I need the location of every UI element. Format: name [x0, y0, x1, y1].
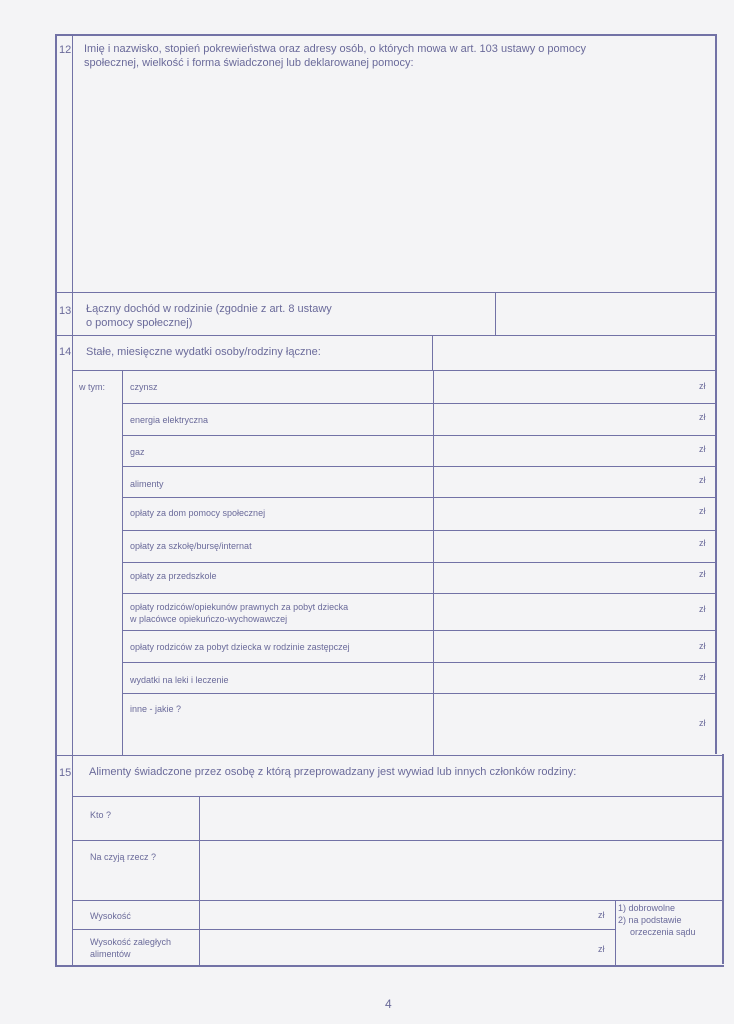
- q15-arrears-label-line1: Wysokość zaległych: [90, 937, 171, 947]
- q14-w-tym-label: w tym:: [79, 382, 105, 392]
- q13-number: 13: [59, 305, 72, 317]
- expense-input-electricity[interactable]: [436, 406, 712, 433]
- currency-label-gas: zł: [699, 444, 706, 454]
- q15-option-voluntary[interactable]: 1) dobrowolne: [618, 903, 676, 913]
- expense-input-gas[interactable]: [436, 438, 712, 464]
- expense-label-care-facility-line2: w placówce opiekuńczo-wychowawczej: [130, 614, 288, 624]
- q15-amount-input[interactable]: [202, 903, 592, 927]
- q12-answer-field[interactable]: [76, 78, 712, 290]
- expense-label-electricity: energia elektryczna: [130, 415, 209, 425]
- currency-label-care-home: zł: [699, 506, 706, 516]
- expense-label-kindergarten: opłaty za przedszkole: [130, 571, 217, 581]
- expense-input-rent[interactable]: [436, 373, 712, 401]
- q13-income-field[interactable]: [498, 295, 712, 333]
- q14-number: 14: [59, 346, 72, 358]
- q15-arrears-label-line2: alimentów: [90, 949, 131, 959]
- currency-label-other: zł: [699, 718, 706, 728]
- expense-label-care-facility-line1: opłaty rodziców/opiekunów prawnych za pobyt dziecka: [130, 602, 349, 612]
- expense-input-care-home[interactable]: [436, 500, 712, 528]
- expense-label-rent: czynsz: [130, 382, 158, 392]
- expense-input-care-facility[interactable]: [436, 596, 712, 628]
- q14-label: Stałe, miesięczne wydatki osoby/rodziny łączne:: [86, 346, 321, 358]
- page-number: 4: [385, 997, 392, 1011]
- q15-amount-currency: zł: [598, 910, 605, 920]
- expense-label-gas: gaz: [130, 447, 145, 457]
- q15-amount-label: Wysokość: [90, 911, 131, 921]
- expense-label-other: inne - jakie ?: [130, 704, 182, 714]
- q15-option-court-line2: orzeczenia sądu: [630, 927, 696, 937]
- q15-who-input[interactable]: [202, 799, 720, 838]
- q14-total-field[interactable]: [435, 338, 713, 368]
- expense-label-alimony: alimenty: [130, 479, 164, 489]
- expense-input-medicine[interactable]: [436, 665, 712, 691]
- expense-label-school: opłaty za szkołę/bursę/internat: [130, 541, 252, 551]
- currency-label-rent: zł: [699, 381, 706, 391]
- q15-arrears-input[interactable]: [202, 932, 592, 963]
- q15-arrears-currency: zł: [598, 944, 605, 954]
- q15-beneficiary-input[interactable]: [202, 843, 720, 898]
- expense-input-alimony[interactable]: [436, 469, 712, 495]
- currency-label-foster-family: zł: [699, 641, 706, 651]
- q15-label: Alimenty świadczone przez osobę z którą przeprowadzany jest wywiad lub innych członków rodziny:: [89, 766, 577, 778]
- currency-label-school: zł: [699, 538, 706, 548]
- q13-label-line1: Łączny dochód w rodzinie (zgodnie z art. 8 ustawy: [86, 303, 332, 315]
- expense-input-other[interactable]: [436, 696, 712, 752]
- currency-label-medicine: zł: [699, 672, 706, 682]
- q13-label-line2: o pomocy społecznej): [86, 317, 193, 329]
- expense-label-foster-family: opłaty rodziców za pobyt dziecka w rodzinie zastępczej: [130, 642, 350, 652]
- q15-beneficiary-label: Na czyją rzecz ?: [90, 852, 157, 862]
- currency-label-alimony: zł: [699, 475, 706, 485]
- expense-input-foster-family[interactable]: [436, 633, 712, 660]
- q12-label-line2: społecznej, wielkość i forma świadczonej lub deklarowanej pomocy:: [84, 57, 414, 69]
- q15-who-label: Kto ?: [90, 810, 112, 820]
- expense-input-kindergarten[interactable]: [436, 565, 712, 591]
- expense-label-medicine: wydatki na leki i leczenie: [130, 675, 229, 685]
- q15-number: 15: [59, 767, 72, 779]
- currency-label-electricity: zł: [699, 412, 706, 422]
- currency-label-care-facility: zł: [699, 604, 706, 614]
- q15-option-court-line1[interactable]: 2) na podstawie: [618, 915, 682, 925]
- expense-label-care-home: opłaty za dom pomocy społecznej: [130, 508, 266, 518]
- q12-label-line1: Imię i nazwisko, stopień pokrewieństwa oraz adresy osób, o których mowa w art. 103 ustawy o pomocy: [84, 43, 586, 55]
- q12-number: 12: [59, 44, 72, 56]
- expense-input-school[interactable]: [436, 533, 712, 560]
- currency-label-kindergarten: zł: [699, 569, 706, 579]
